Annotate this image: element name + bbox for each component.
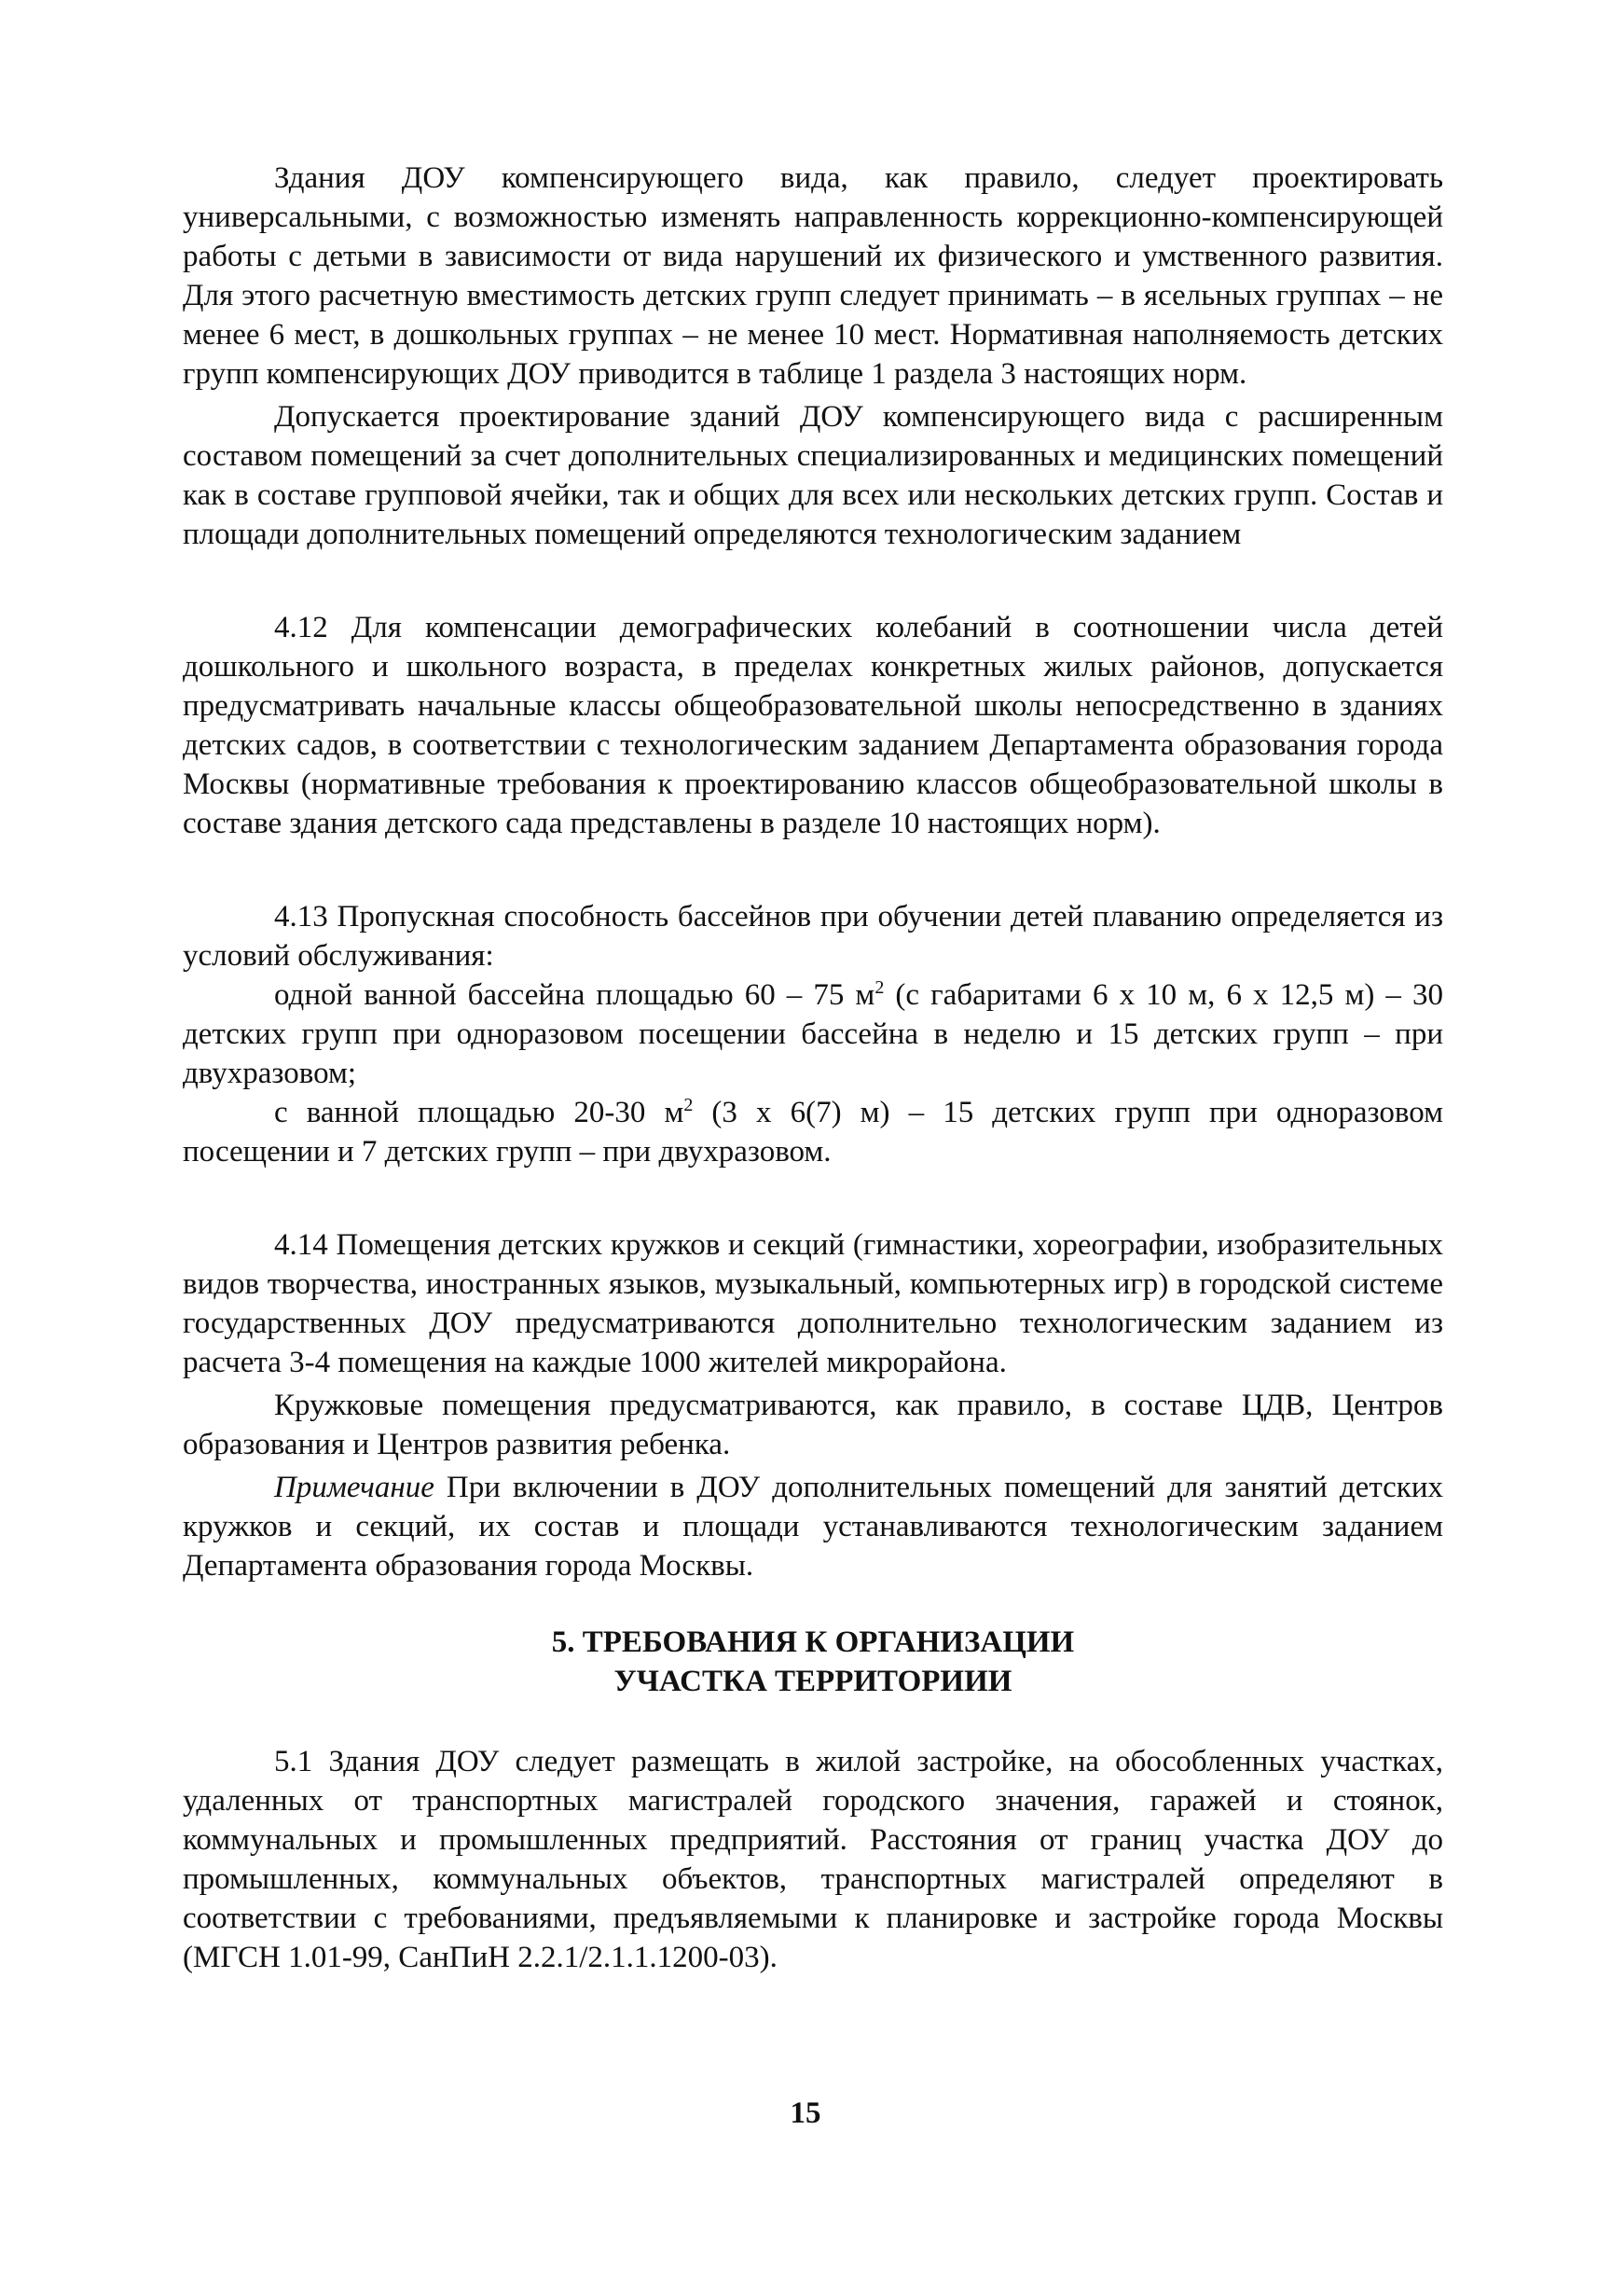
note-text: При включении в ДОУ дополнительных помещений для занятий детских кружков и секций, их состав и площади устанавливаются технологическим заданием Департамента образования города Москвы.: [183, 1471, 1443, 1583]
section-5-title-line1: 5. ТРЕБОВАНИЯ К ОРГАНИЗАЦИИ: [551, 1625, 1075, 1659]
note-label: Примечание: [274, 1471, 434, 1504]
paragraph-4-14-clubs: Кружковые помещения предусматриваются, как правило, в составе ЦДВ, Центров образования и Центров развития ребенка.: [183, 1389, 1443, 1461]
section-5-heading: [183, 1623, 1443, 1701]
paragraph-5-1: 5.1 Здания ДОУ следует размещать в жилой застройке, на обособленных участках, удаленных от транспортных магистралей городского значения, гаражей и стоянок, коммунальных и промышленных предприятий. Расстояния от границ участка ДОУ до промышленных, коммунальных объектов, транспортных магистралей определяют в соответствии с требованиями, предъявляемыми к планировке и застройке города Москвы (МГСН 1.01-99, СанПиН 2.2.1/2.1.1.1200-03).: [183, 1745, 1443, 1974]
pool-small-text: с ванной площадью 20-30 м: [274, 1096, 684, 1129]
pool-large-text-cont: (с габаритами 6 х 10 м, 6 х 12,5 м) – 30 детских групп при одноразовом посещении бассейна в неделю и 15 детских групп – при двухразовом;: [183, 978, 1443, 1090]
paragraph-extended-rooms: Допускается проектирование зданий ДОУ компенсирующего вида с расширенным составом помещений за счет дополнительных специализированных и медицинских помещений как в составе групповой ячейки, так и общих для всех или нескольких детских групп. Состав и площади дополнительных помещений определяются технологическим заданием: [183, 400, 1443, 551]
superscript-2: 2: [874, 977, 885, 998]
paragraph-4-13-pool-large: [183, 975, 1443, 1093]
paragraph-universal-design: Здания ДОУ компенсирующего вида, как правило, следует проектировать универсальными, с возможностью изменять направленность коррекционно-компенсирующей работы с детьми в зависимости от вида нарушений их физического и умственного развития. Для этого расчетную вместимость детских групп следует принимать – в ясельных группах – не менее 6 мест, в дошкольных группах – не менее 10 мест. Нормативная наполняемость детских групп компенсирующих ДОУ приводится в таблице 1 раздела 3 настоящих норм.: [183, 161, 1443, 391]
paragraph-4-13-pool-small: [183, 1093, 1443, 1171]
pool-large-text: одной ванной бассейна площадью 60 – 75 м: [274, 978, 875, 1012]
page-number: 15: [790, 2096, 821, 2130]
section-5-title-line2: УЧАСТКА ТЕРРИТОРИИИ: [613, 1665, 1012, 1698]
document-page: [183, 159, 1443, 1977]
paragraph-4-12: 4.12 Для компенсации демографических колебаний в соотношении числа детей дошкольного и школьного возраста, в пределах конкретных жилых районов, допускается предусматривать начальные классы общеобразовательной школы непосредственно в зданиях детских садов, в соответствии с технологическим заданием Департамента образования города Москвы (нормативные требования к проектированию классов общеобразовательной школы в составе здания детского сада представлены в разделе 10 настоящих норм).: [183, 611, 1443, 840]
paragraph-4-13-intro: 4.13 Пропускная способность бассейнов при обучении детей плаванию определяется из условий обслуживания:: [183, 900, 1443, 973]
pool-small-text-cont: (3 х 6(7) м) – 15 детских групп при одноразовом посещении и 7 детских групп – при двухразовом.: [183, 1096, 1443, 1169]
paragraph-4-14: 4.14 Помещения детских кружков и секций (гимнастики, хореографии, изобразительных видов творчества, иностранных языков, музыкальный, компьютерных игр) в городской системе государственных ДОУ предусматриваются дополнительно технологическим заданием из расчета 3-4 помещения на каждые 1000 жителей микрорайона.: [183, 1228, 1443, 1379]
superscript-2: 2: [683, 1095, 694, 1115]
paragraph-note: [183, 1468, 1443, 1585]
